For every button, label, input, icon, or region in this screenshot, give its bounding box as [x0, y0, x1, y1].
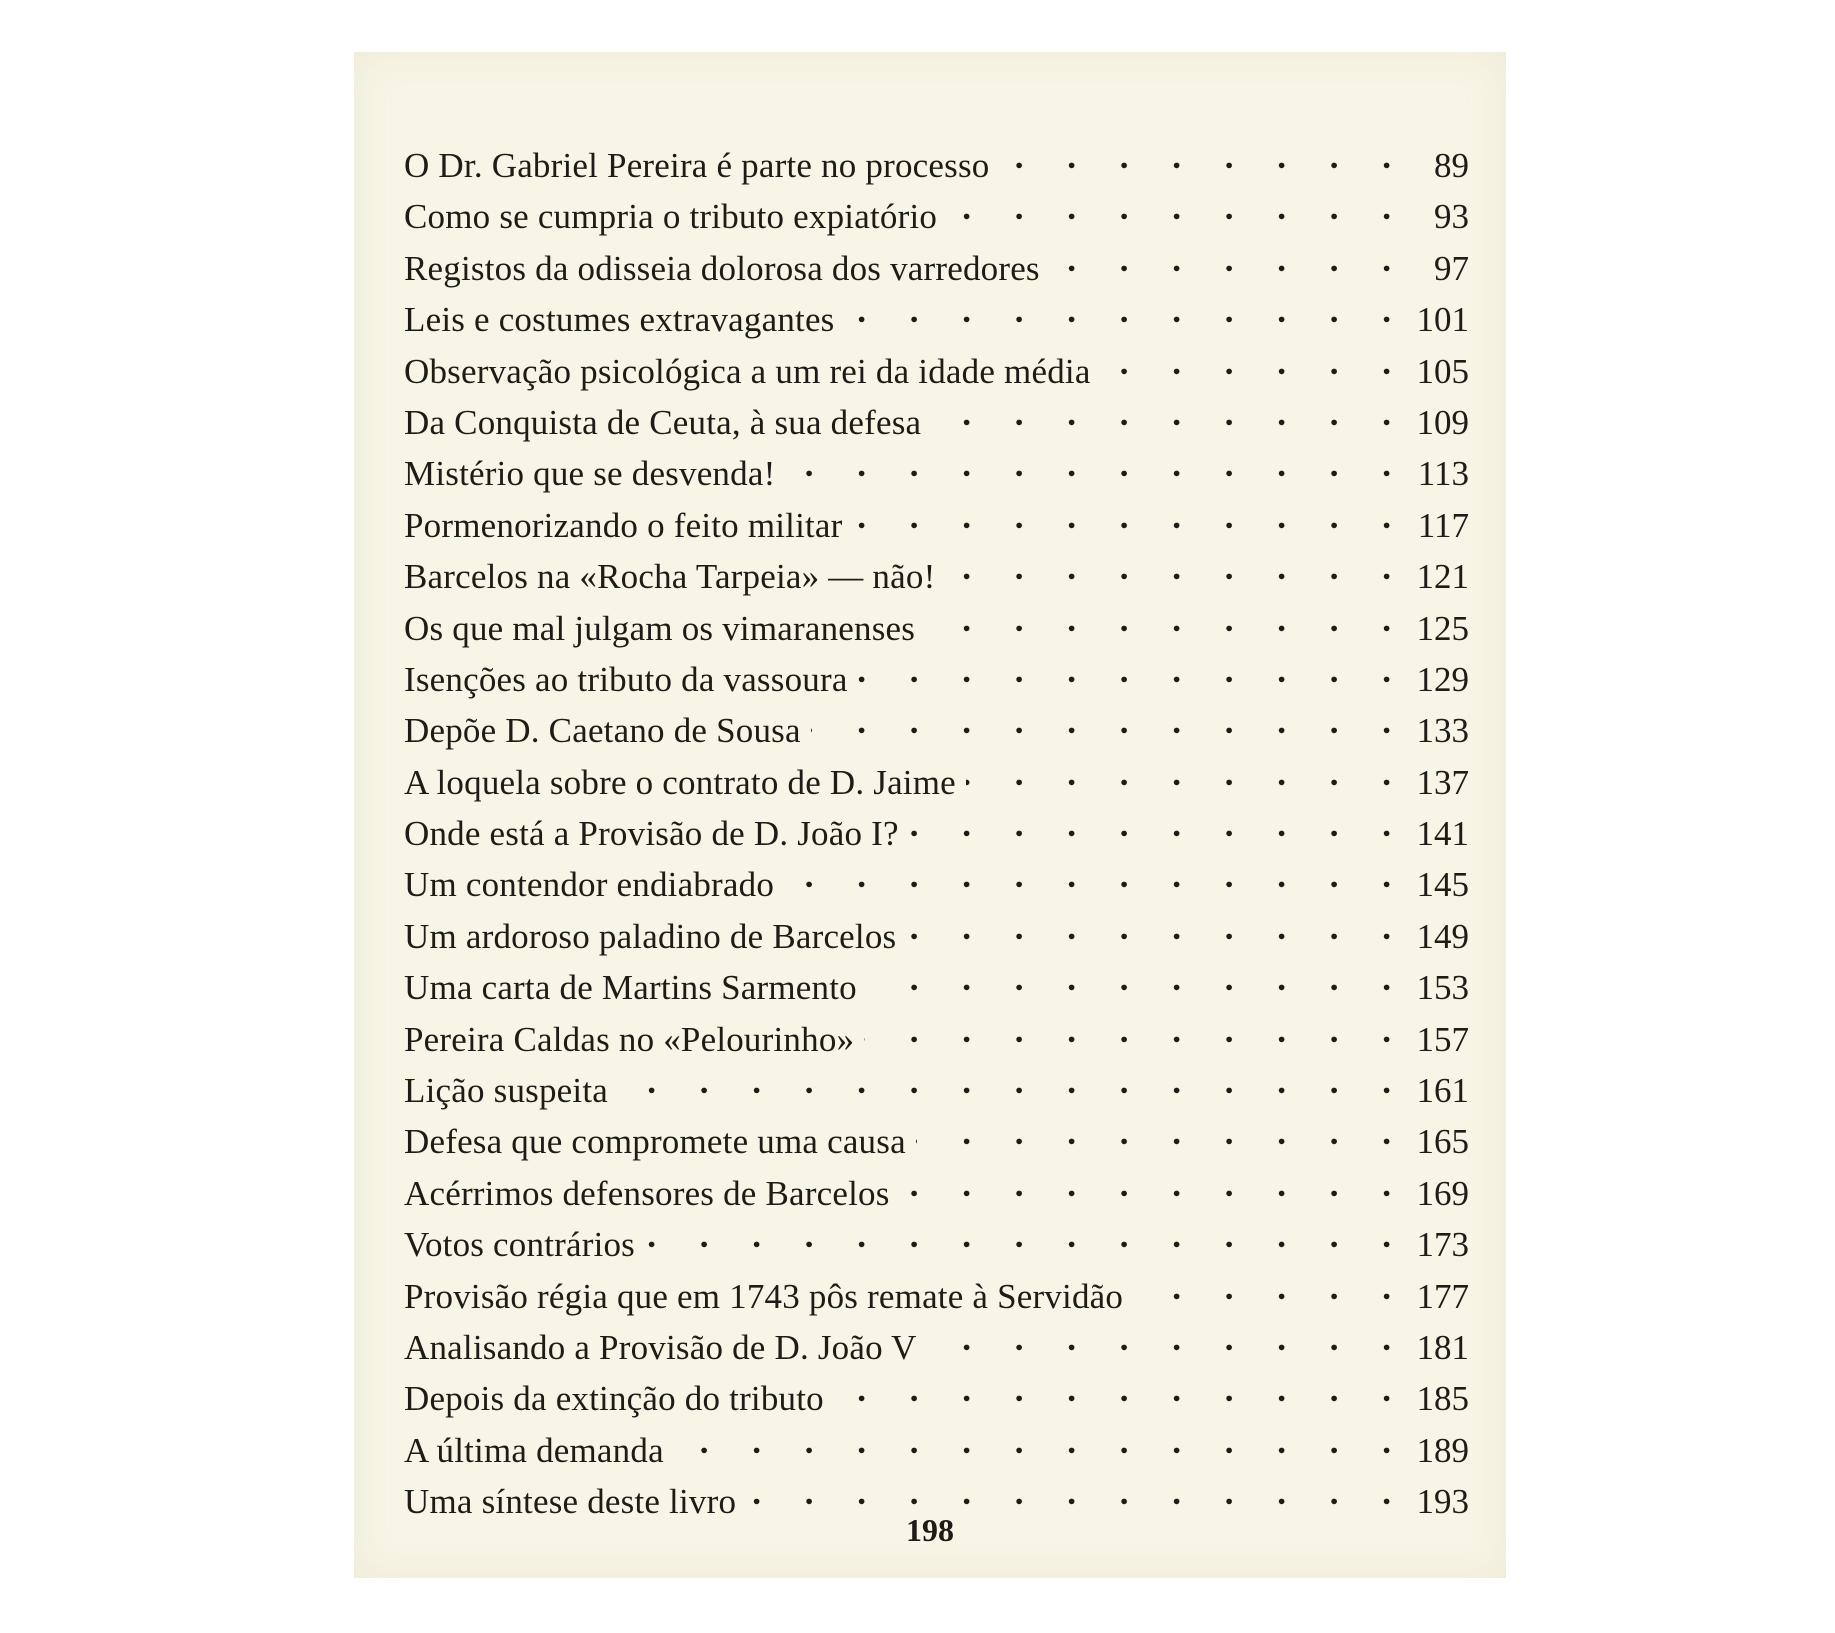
toc-entry: [404, 651, 1469, 702]
toc-entry: [404, 548, 1469, 599]
toc-entry-title: Pereira Caldas no «Pelourinho»: [404, 1019, 855, 1059]
toc-entry-title: Depois da extinção do tributo: [404, 1379, 824, 1419]
dot-leader: [1050, 240, 1391, 280]
toc-entry: [404, 1319, 1469, 1370]
toc-entry: [404, 1216, 1469, 1267]
toc-entry-page: 189: [1416, 1430, 1469, 1470]
toc-entry-title: Observação psicológica a um rei da idade média: [404, 351, 1091, 391]
toc-entry-page: 101: [1416, 300, 1469, 340]
toc-entry: [404, 188, 1469, 239]
toc-entry-title: Leis e costumes extravagantes: [404, 300, 835, 340]
toc-entry-page: 129: [1416, 659, 1469, 699]
toc-entry-page: 121: [1416, 557, 1469, 597]
toc-entry: [404, 1165, 1469, 1216]
toc-entry-page: 89: [1434, 146, 1469, 185]
dot-leader: [858, 651, 1391, 691]
toc-entry-page: 169: [1416, 1173, 1469, 1213]
toc-entry: [404, 1268, 1469, 1319]
toc-entry: [404, 1113, 1469, 1164]
toc-entry-page: 93: [1434, 197, 1469, 237]
dot-leader: [945, 548, 1391, 588]
dot-leader: [966, 754, 1391, 794]
toc-entry-title: Como se cumpria o tributo expiatório: [404, 197, 938, 237]
toc-entry: [404, 497, 1469, 548]
dot-leader: [1101, 343, 1391, 383]
toc-entry-title: A última demanda: [404, 1430, 664, 1470]
toc-entry-title: Um ardoroso paladino de Barcelos: [404, 916, 897, 956]
toc-entry-title: Provisão régia que em 1743 pôs remate à Servidão: [404, 1276, 1124, 1316]
toc-entry-title: Onde está a Provisão de D. João I?: [404, 814, 899, 854]
toc-entry-page: 133: [1416, 711, 1469, 751]
dot-leader: [853, 497, 1391, 537]
table-of-contents: [404, 137, 1469, 1525]
toc-entry: [404, 137, 1469, 188]
toc-entry: [404, 445, 1469, 496]
toc-entry-title: Pormenorizando o feito militar: [404, 505, 843, 545]
dot-leader: [931, 394, 1391, 434]
toc-entry-page: 177: [1416, 1276, 1469, 1316]
toc-entry-page: 145: [1416, 865, 1469, 905]
toc-entry-title: Isenções ao tributo da vassoura: [404, 659, 848, 699]
dot-leader: [746, 1473, 1391, 1513]
dot-leader: [811, 702, 1391, 742]
toc-entry-page: 97: [1434, 248, 1469, 288]
toc-entry-title: Mistério que se desvenda!: [404, 454, 776, 494]
toc-entry-page: 109: [1416, 402, 1469, 442]
dot-leader: [867, 959, 1391, 999]
toc-entry-page: 185: [1416, 1379, 1469, 1419]
toc-entry-page: 125: [1416, 608, 1469, 648]
toc-entry-title: Analisando a Provisão de D. João V: [404, 1327, 917, 1367]
toc-entry: [404, 343, 1469, 394]
dot-leader: [927, 1319, 1391, 1359]
dot-leader: [674, 1422, 1391, 1462]
toc-entry-page: 165: [1416, 1122, 1469, 1162]
dot-leader: [864, 1011, 1391, 1051]
toc-entry-title: Uma carta de Martins Sarmento: [404, 968, 857, 1008]
book-page: [354, 52, 1506, 1578]
toc-entry-title: Os que mal julgam os vimaranenses: [404, 608, 916, 648]
toc-entry-page: 137: [1416, 762, 1469, 802]
dot-leader: [1133, 1268, 1391, 1308]
dot-leader: [900, 1165, 1391, 1205]
toc-entry-title: O Dr. Gabriel Pereira é parte no processo: [404, 146, 990, 185]
toc-entry-page: 157: [1416, 1019, 1469, 1059]
dot-leader: [785, 445, 1391, 485]
toc-entry: [404, 1422, 1469, 1473]
toc-entry: [404, 754, 1469, 805]
toc-entry-page: 153: [1416, 968, 1469, 1008]
toc-entry-title: Defesa que compromete uma causa: [404, 1122, 906, 1162]
toc-entry-title: Registos da odisseia dolorosa dos varredores: [404, 248, 1040, 288]
toc-entry-title: Da Conquista de Ceuta, à sua defesa: [404, 402, 922, 442]
dot-leader: [784, 856, 1391, 896]
toc-entry-title: Acérrimos defensores de Barcelos: [404, 1173, 890, 1213]
dot-leader: [645, 1216, 1391, 1256]
dot-leader: [925, 600, 1391, 640]
toc-entry-title: Um contendor endiabrado: [404, 865, 775, 905]
dot-leader: [834, 1370, 1391, 1410]
toc-entry-title: Barcelos na «Rocha Tarpeia» — não!: [404, 557, 936, 597]
toc-entry: [404, 805, 1469, 856]
toc-entry: [404, 1370, 1469, 1421]
toc-entry-title: A loquela sobre o contrato de D. Jaime: [404, 762, 956, 802]
toc-entry-title: Lição suspeita: [404, 1071, 608, 1111]
dot-leader: [916, 1113, 1391, 1153]
toc-entry-title: Uma síntese deste livro: [404, 1482, 737, 1522]
dot-leader: [947, 188, 1391, 228]
dot-leader: [618, 1062, 1391, 1102]
toc-entry: [404, 959, 1469, 1010]
toc-entry-page: 105: [1416, 351, 1469, 391]
toc-entry: [404, 1011, 1469, 1062]
dot-leader: [909, 805, 1391, 845]
toc-entry: [404, 908, 1469, 959]
toc-entry-page: 149: [1416, 916, 1469, 956]
toc-entry: [404, 240, 1469, 291]
toc-entry-page: 113: [1417, 454, 1469, 494]
toc-entry: [404, 600, 1469, 651]
toc-entry: [404, 394, 1469, 445]
toc-entry-title: Depõe D. Caetano de Sousa: [404, 711, 801, 751]
toc-entry-page: 193: [1416, 1482, 1469, 1522]
toc-entry-page: 141: [1416, 814, 1469, 854]
toc-entry-page: 181: [1416, 1327, 1469, 1367]
toc-entry-page: 161: [1416, 1071, 1469, 1111]
toc-entry-title: Votos contrários: [404, 1225, 636, 1265]
toc-entry-page: 117: [1417, 505, 1469, 545]
page-number: 198: [906, 1512, 954, 1548]
dot-leader: [845, 291, 1392, 331]
toc-entry: [404, 856, 1469, 907]
toc-entry: [404, 291, 1469, 342]
toc-entry: [404, 1062, 1469, 1113]
dot-leader: [906, 908, 1391, 948]
toc-entry: [404, 702, 1469, 753]
dot-leader: [999, 137, 1391, 177]
toc-entry-page: 173: [1416, 1225, 1469, 1265]
